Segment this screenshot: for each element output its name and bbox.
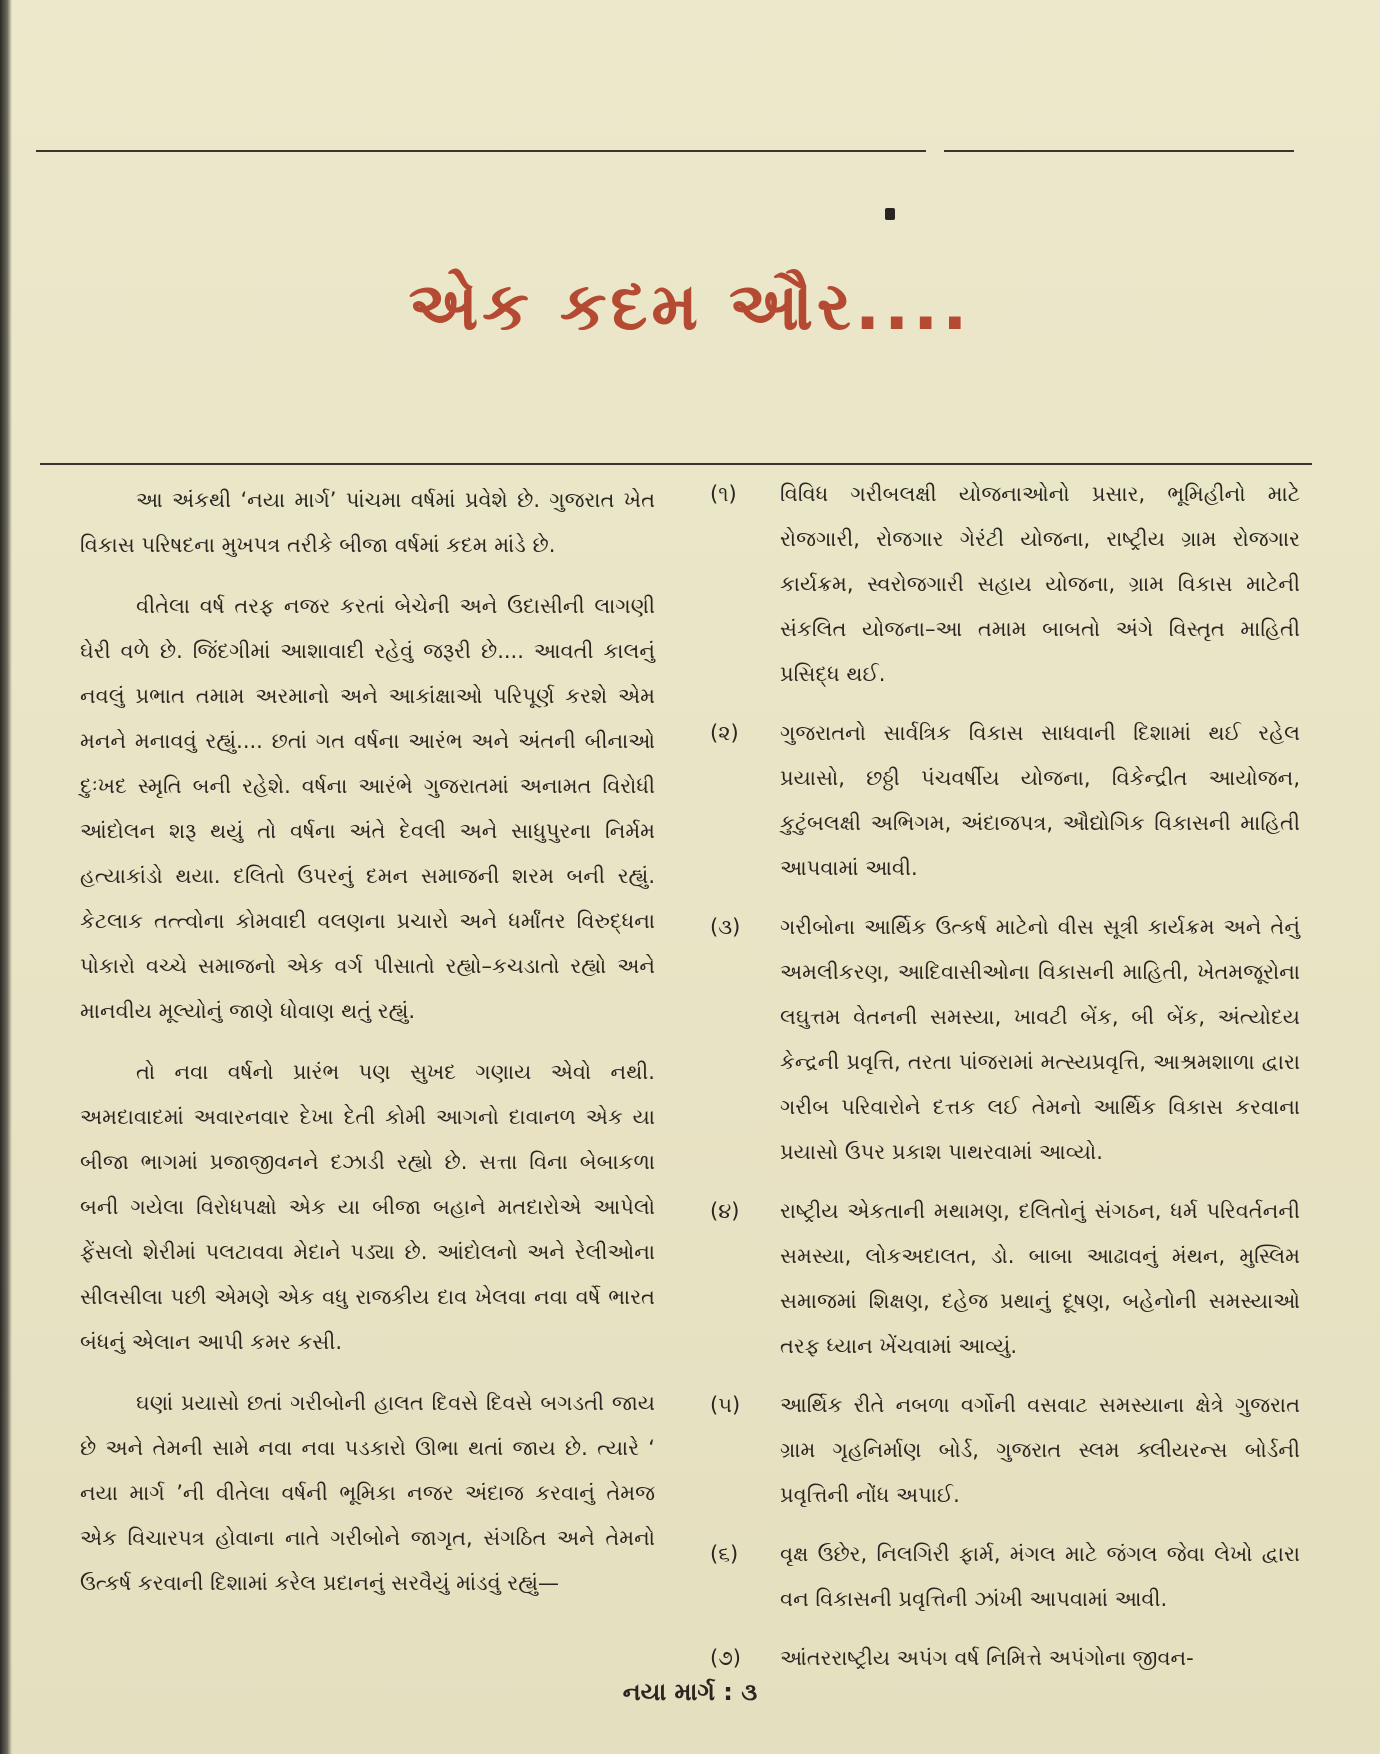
list-item-number: (૩) [710,915,741,939]
list-item-number: (૨) [710,721,739,745]
list-item [710,1636,1300,1681]
list-item-number: (૬) [710,1542,739,1566]
top-rule-left [36,150,926,152]
list-item-text: રાષ્ટ્રીય એકતાની મથામણ, દલિતોનું સંગઠન, ધર્મ પરિવર્તનની સમસ્યા, લોકઅદાલત, ડો. બાબા આઢાવનું મંથન, મુસ્લિમ સમાજમાં શિક્ષણ, દહેજ પ્રથાનું દૂષણ, બહેનોની સમસ્યાઓ તરફ ધ્યાન ખેંચવામાં આવ્યું. [780,1199,1300,1358]
right-column [710,472,1300,1695]
list-item-number: (૧) [710,482,737,506]
list-item-text: ગુજરાતનો સાર્વત્રિક વિકાસ સાધવાની દિશામાં થઈ રહેલ પ્રયાસો, છઠ્ઠી પંચવર્ષીય યોજના, વિકેન્દ્રીત આયોજન, કુટુંબલક્ષી અભિગમ, અંદાજપત્ર, ઔદ્યોગિક વિકાસની માહિતી આપવામાં આવી. [780,721,1300,880]
list-item-number: (૭) [710,1646,741,1670]
list-item [710,1383,1300,1518]
list-item [710,1532,1300,1622]
list-item-text: આર્થિક રીતે નબળા વર્ગોની વસવાટ સમસ્યાના ક્ષેત્રે ગુજરાત ગ્રામ ગૃહનિર્માણ બોર્ડ, ગુજરાત સ્લમ ક્લીયરન્સ બોર્ડની પ્રવૃત્તિની નોંધ અપાઈ. [780,1393,1300,1507]
list-item [710,905,1300,1175]
page-footer: નયા માર્ગ : ૩ [622,1678,758,1706]
list-item [710,472,1300,697]
page-edge-shadow [0,0,12,1754]
list-item-text: ગરીબોના આર્થિક ઉત્કર્ષ માટેનો વીસ સૂત્રી કાર્યક્રમ અને તેનું અમલીકરણ, આદિવાસીઓના વિકાસની માહિતી, ખેતમજૂરોના લઘુત્તમ વેતનની સમસ્યા, ખાવટી બેંક, બી બેંક, અંત્યોદય કેન્દ્રની પ્રવૃત્તિ, તરતા પાંજરામાં મત્સ્યપ્રવૃત્તિ, આશ્રમશાળા દ્વારા ગરીબ પરિવારોને દત્તક લઈ તેમનો આર્થિક વિકાસ કરવાના પ્રયાસો ઉપર પ્રકાશ પાથરવામાં આવ્યો. [780,915,1300,1164]
paragraph: તો નવા વર્ષનો પ્રારંભ પણ સુખદ ગણાય એવો નથી. અમદાવાદમાં અવારનવાર દેખા દેતી કોમી આગનો દાવાનળ એક યા બીજા ભાગમાં પ્રજાજીવનને દઝાડી રહ્યો છે. સત્તા વિના બેબાકળા બની ગયેલા વિરોધપક્ષો એક યા બીજા બહાને મતદારોએ આપેલો ફેંસલો શેરીમાં પલટાવવા મેદાને પડ્યા છે. આંદોલનો અને રેલીઓના સીલસીલા પછી એમણે એક વધુ રાજકીય દાવ ખેલવા નવા વર્ષે ભારત બંધનું એલાન આપી કમર કસી. [80,1060,655,1354]
list-item [710,711,1300,891]
ink-mark [885,208,895,220]
left-column [80,478,655,1622]
list-item-number: (૪) [710,1199,740,1223]
paragraph: આ અંકથી ‘નયા માર્ગ’ પાંચમા વર્ષમાં પ્રવેશે છે. ગુજરાત ખેત વિકાસ પરિષદના મુખપત્ર તરીકે બીજા વર્ષમાં કદમ માંડે છે. [80,488,655,557]
list-item-text: વિવિધ ગરીબલક્ષી યોજનાઓનો પ્રસાર, ભૂમિહીનો માટે રોજગારી, રોજગાર ગેરંટી યોજના, રાષ્ટ્રીય ગ્રામ રોજગાર કાર્યક્રમ, સ્વરોજગારી સહાય યોજના, ગ્રામ વિકાસ માટેની સંકલિત યોજના–આ તમામ બાબતો અંગે વિસ્તૃત માહિતી પ્રસિદ્ધ થઈ. [780,482,1300,686]
list-item-number: (૫) [710,1393,741,1417]
list-item-text: વૃક્ષ ઉછેર, નિલગિરી ફાર્મ, મંગલ માટે જંગલ જેવા લેખો દ્વારા વન વિકાસની પ્રવૃત્તિની ઝાંખી આપવામાં આવી. [780,1542,1300,1611]
article-title: એક કદમ ઔર.... [408,268,972,345]
paragraph: વીતેલા વર્ષ તરફ નજર કરતાં બેચેની અને ઉદાસીની લાગણી ઘેરી વળે છે. જિંદગીમાં આશાવાદી રહેવું જરૂરી છે.... આવતી કાલનું નવલું પ્રભાત તમામ અરમાનો અને આકાંક્ષાઓ પરિપૂર્ણ કરશે એમ મનને મનાવવું રહ્યું.... છતાં ગત વર્ષના આરંભ અને અંતની બીનાઓ દુઃખદ સ્મૃતિ બની રહેશે. વર્ષના આરંભે ગુજરાતમાં અનામત વિરોધી આંદોલન શરૂ થયું તો વર્ષના અંતે દેવલી અને સાધુપુરના નિર્મમ હત્યાકાંડો થયા. દલિતો ઉપરનું દમન સમાજની શરમ બની રહ્યું. કેટલાક તત્ત્વોના કોમવાદી વલણના પ્રચારો અને ધર્માંતર વિરુદ્ધના પોકારો વચ્ચે સમાજનો એક વર્ગ પીસાતો રહ્યો–કચડાતો રહ્યો અને માનવીય મૂલ્યોનું જાણે ધોવાણ થતું રહ્યું. [80,594,655,1023]
top-rule-right [944,150,1294,152]
list-item [710,1189,1300,1369]
title-rule [40,463,1312,465]
paragraph: ઘણાં પ્રયાસો છતાં ગરીબોની હાલત દિવસે દિવસે બગડતી જાય છે અને તેમની સામે નવા નવા પડકારો ઊભા થતાં જાય છે. ત્યારે ‘ નયા માર્ગ ’ની વીતેલા વર્ષની ભૂમિકા નજર અંદાજ કરવાનું તેમજ એક વિચારપત્ર હોવાના નાતે ગરીબોને જાગૃત, સંગઠિત અને તેમનો ઉત્કર્ષ કરવાની દિશામાં કરેલ પ્રદાનનું સરવૈયું માંડવું રહ્યું— [80,1391,655,1595]
list-item-text: આંતરરાષ્ટ્રીય અપંગ વર્ષ નિમિત્તે અપંગોના જીવન- [780,1646,1194,1670]
